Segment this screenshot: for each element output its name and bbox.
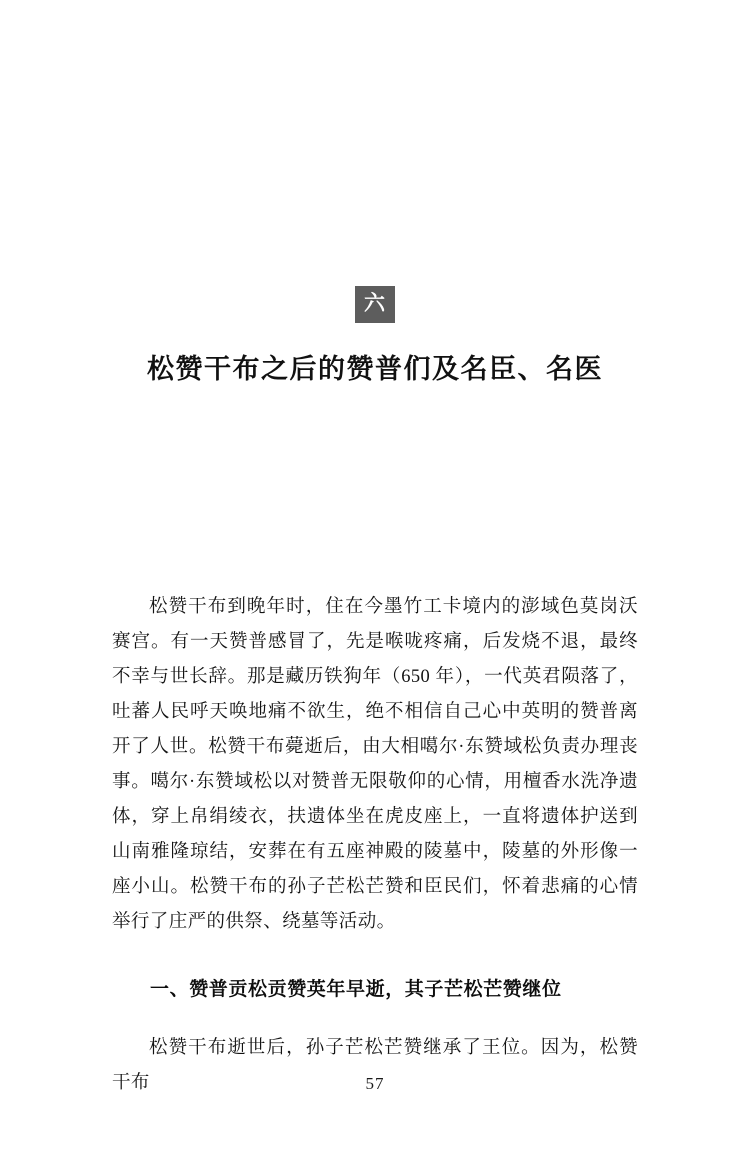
chapter-number-badge: 六 [355,286,395,323]
body-content [112,590,638,1101]
chapter-title: 松赞干布之后的赞普们及名臣、名医 [147,354,603,384]
paragraph: 松赞干布逝世后，孙子芒松芒赞继承了王位。因为，松赞干布 [112,1038,638,1093]
section-heading: 一、赞普贡松贡赞英年早逝，其子芒松芒赞继位 [150,979,562,1000]
paragraph: 松赞干布到晚年时，住在今墨竹工卡境内的澎域色莫岗沃赛宫。有一天赞普感冒了，先是喉咙疼痛，后发烧不退，最终不幸与世长辞。那是藏历铁狗年（650 年），一代英君陨落了，吐蕃人民呼天唤地痛不欲生，绝不相信自己心中英明的赞普离开了人世。松赞干布薨逝后，由大相噶尔·东赞域松负责办理丧事。噶尔·东赞域松以对赞普无限敬仰的心情，用檀香水洗净遗体，穿上帛绢绫衣，扶遗体坐在虎皮座上，一直将遗体护送到山南雅隆琼结，安葬在有五座神殿的陵墓中，陵墓的外形像一座小山。松赞干布的孙子芒松芒赞和臣民们，怀着悲痛的心情举行了庄严的供祭、绕墓等活动。 [112,597,638,932]
chapter-number-container [112,0,638,323]
page-number: 57 [365,1074,385,1093]
